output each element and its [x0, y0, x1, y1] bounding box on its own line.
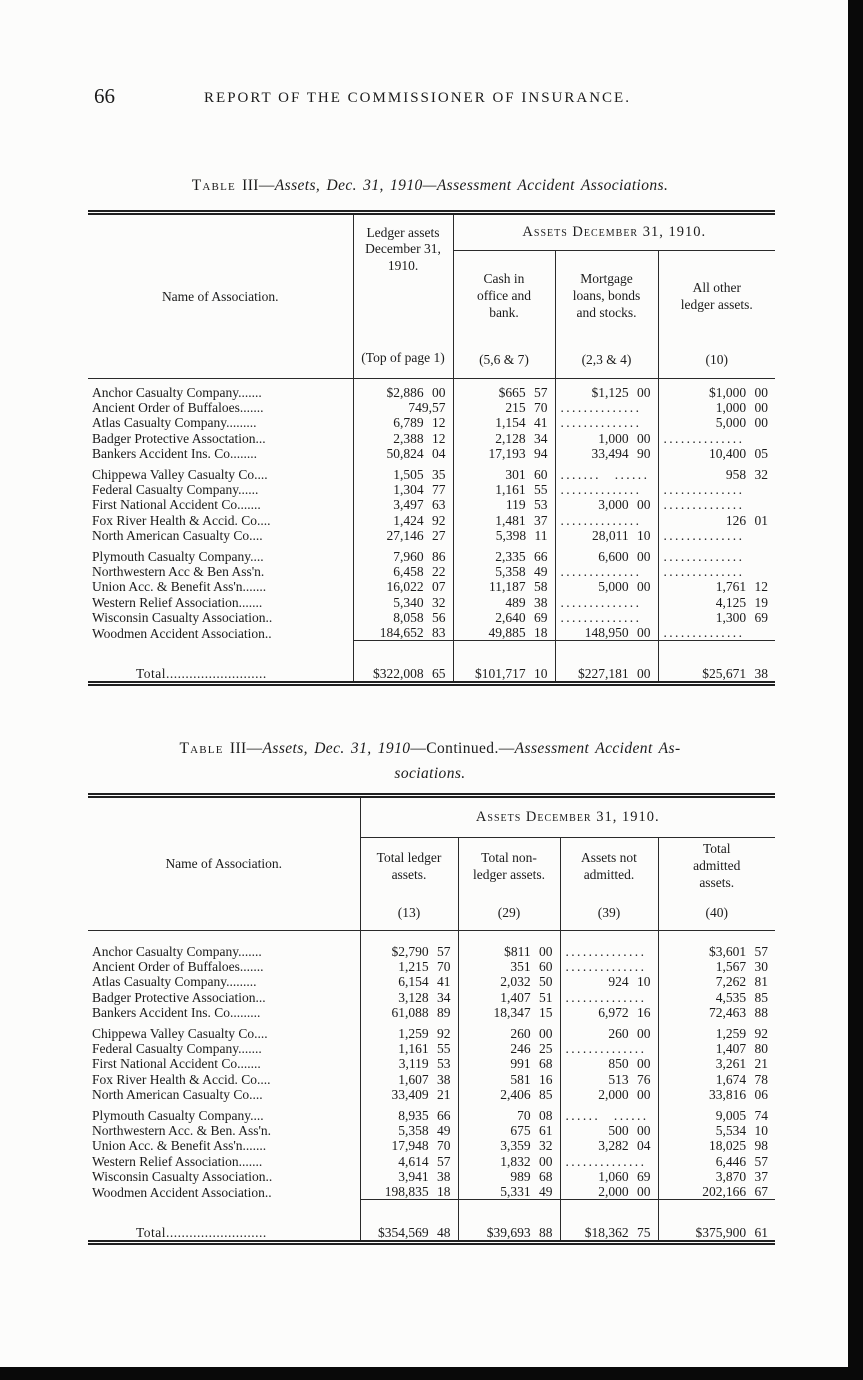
table-row: [88, 415, 775, 430]
table2-title-word: Table: [179, 740, 224, 757]
table2-title: [70, 737, 790, 787]
amount-cell: 2,406 85: [458, 1087, 560, 1102]
table1-title: [70, 177, 790, 195]
table-row: [88, 528, 775, 543]
column-ref-cash: (5,6 & 7): [453, 343, 555, 379]
amount-cell: 301 60: [453, 461, 555, 482]
amount-cell: 50,824 04: [353, 446, 453, 461]
amount-cell: ..............: [560, 931, 658, 960]
amount-cell: 6,789 12: [353, 415, 453, 430]
amount-cell: 2,000 00: [560, 1087, 658, 1102]
assets-table-2-continued: [88, 793, 775, 1245]
amount-cell: 1,304 77: [353, 482, 453, 497]
amount-cell: 198,835 18: [360, 1184, 458, 1200]
amount-cell: 16,022 07: [353, 579, 453, 594]
amount-cell: 1,060 69: [560, 1169, 658, 1184]
column-ref-mortgage: (2,3 & 4): [555, 343, 658, 379]
association-name: First National Accident Co.......: [92, 497, 261, 513]
total-cash: $101,717 10: [453, 641, 555, 684]
amount-cell: 215 70: [453, 400, 555, 415]
amount-cell: 5,340 32: [353, 595, 453, 610]
amount-cell: 1,567 30: [658, 959, 775, 974]
amount-cell: 119 53: [453, 497, 555, 512]
table2-title-italic1: Assets, Dec. 31, 1910: [262, 740, 411, 757]
association-name: Woodmen Accident Association..: [92, 625, 272, 641]
amount-cell: 3,359 32: [458, 1138, 560, 1153]
amount-cell: 5,358 49: [360, 1123, 458, 1138]
amount-cell: 1,674 78: [658, 1072, 775, 1087]
amount-cell: 1,481 37: [453, 513, 555, 528]
amount-cell: 1,259 92: [360, 1020, 458, 1041]
total-total-ledger: $354,569 48: [360, 1200, 458, 1243]
amount-cell: 489 38: [453, 595, 555, 610]
association-name: Atlas Casualty Company.........: [92, 974, 257, 990]
amount-cell: ..............: [555, 400, 658, 415]
amount-cell: 1,407 51: [458, 990, 560, 1005]
association-name: Fox River Health & Accid. Co....: [92, 1071, 271, 1087]
table-row: [88, 1056, 775, 1071]
amount-cell: 6,446 57: [658, 1154, 775, 1169]
amount-cell: ..............: [658, 625, 775, 641]
table-row: [88, 482, 775, 497]
ledger-header-text: Ledger assets December 31, 1910.: [365, 224, 441, 274]
association-name: Union Acc. & Benefit Ass'n.......: [92, 579, 267, 595]
amount-cell: ..............: [555, 415, 658, 430]
association-name: Bankers Accident Ins. Co........: [92, 445, 257, 461]
amount-cell: 17,193 94: [453, 446, 555, 461]
association-name: Northwestern Acc. & Ben. Ass'n.: [92, 1123, 272, 1139]
amount-cell: ..............: [560, 990, 658, 1005]
amount-cell: 6,600 00: [555, 543, 658, 564]
table-row: [88, 1041, 775, 1056]
table-row: [88, 431, 775, 446]
amount-cell: $1,000 00: [658, 379, 775, 401]
association-name: Wisconsin Casualty Association..: [92, 1168, 273, 1184]
amount-cell: 33,816 06: [658, 1087, 775, 1102]
running-header: REPORT OF THE COMMISSIONER OF INSURANCE.: [204, 90, 631, 106]
amount-cell: 2,640 69: [453, 610, 555, 625]
amount-cell: 7,960 86: [353, 543, 453, 564]
association-name: Badger Protective Association...: [92, 989, 266, 1005]
amount-cell: ..............: [658, 528, 775, 543]
association-name: First National Accident Co.......: [92, 1056, 261, 1072]
table-row: [88, 1154, 775, 1169]
amount-cell: 28,011 10: [555, 528, 658, 543]
column-header-total-non-ledger: Total non-ledger assets.: [458, 838, 560, 896]
amount-cell: ..............: [555, 482, 658, 497]
total-label: Total..........................: [136, 1225, 267, 1241]
column-ref-total-ledger: (13): [360, 896, 458, 931]
column-header-name: Name of Association.: [88, 796, 360, 931]
amount-cell: 3,870 37: [658, 1169, 775, 1184]
total-mortgage: $227,181 00: [555, 641, 658, 684]
association-name: Ancient Order of Buffaloes.......: [92, 959, 264, 975]
amount-cell: $3,601 57: [658, 931, 775, 960]
amount-cell: 2,388 12: [353, 431, 453, 446]
column-header-mortgage: Mortgage loans, bonds and stocks.: [555, 251, 658, 343]
column-ref-other-ledger: (10): [658, 343, 775, 379]
table1-title-number: III—: [235, 177, 275, 194]
amount-cell: 2,032 50: [458, 974, 560, 989]
table-row: [88, 579, 775, 594]
amount-cell: 6,154 41: [360, 974, 458, 989]
amount-cell: 2,128 34: [453, 431, 555, 446]
table-row: [88, 400, 775, 415]
table-row: [88, 931, 775, 960]
amount-cell: 11,187 58: [453, 579, 555, 594]
table-row: [88, 1138, 775, 1153]
column-header-other-ledger: All other ledger assets.: [658, 251, 775, 343]
amount-cell: 17,948 70: [360, 1138, 458, 1153]
amount-cell: 61,088 89: [360, 1005, 458, 1020]
column-header-ledger-assets: [353, 213, 453, 379]
group-header-assets: Assets December 31, 1910.: [360, 796, 775, 838]
association-name: Ancient Order of Buffaloes.......: [92, 400, 264, 416]
amount-cell: 1,761 12: [658, 579, 775, 594]
table-row: [88, 974, 775, 989]
amount-cell: 1,259 92: [658, 1020, 775, 1041]
amount-cell: ..............: [658, 431, 775, 446]
amount-cell: 958 32: [658, 461, 775, 482]
table-row: [88, 461, 775, 482]
association-name: Plymouth Casualty Company....: [92, 549, 264, 565]
total-row: [88, 641, 775, 684]
amount-cell: $2,790 57: [360, 931, 458, 960]
amount-cell: 10,400 05: [658, 446, 775, 461]
amount-cell: 8,058 56: [353, 610, 453, 625]
total-ledger-assets: $322,008 65: [353, 641, 453, 684]
amount-cell: $1,125 00: [555, 379, 658, 401]
amount-cell: 1,832 00: [458, 1154, 560, 1169]
amount-cell: $811 00: [458, 931, 560, 960]
amount-cell: 3,282 04: [560, 1138, 658, 1153]
table-row: [88, 610, 775, 625]
amount-cell: 5,000 00: [658, 415, 775, 430]
amount-cell: ..............: [555, 513, 658, 528]
amount-cell: 33,494 90: [555, 446, 658, 461]
total-row: [88, 1200, 775, 1243]
scan-border-right: [848, 0, 863, 1380]
amount-cell: 27,146 27: [353, 528, 453, 543]
amount-cell: ..............: [658, 482, 775, 497]
amount-cell: 1,607 38: [360, 1072, 458, 1087]
amount-cell: $665 57: [453, 379, 555, 401]
total-admitted: $375,900 61: [658, 1200, 775, 1243]
table-row: [88, 513, 775, 528]
amount-cell: ...... ......: [560, 1102, 658, 1123]
table-row: [88, 564, 775, 579]
amount-cell: 33,409 21: [360, 1087, 458, 1102]
table-row: [88, 497, 775, 512]
table-row: [88, 1005, 775, 1020]
amount-cell: 202,166 67: [658, 1184, 775, 1200]
amount-cell: 1,161 55: [453, 482, 555, 497]
table-row: [88, 1020, 775, 1041]
amount-cell: 7,262 81: [658, 974, 775, 989]
column-header-total-admitted: Total admitted assets.: [658, 838, 775, 896]
amount-cell: 1,300 69: [658, 610, 775, 625]
table-row: [88, 1087, 775, 1102]
association-name: Plymouth Casualty Company....: [92, 1108, 264, 1124]
association-name: Anchor Casualty Company.......: [92, 944, 262, 959]
association-name: Chippewa Valley Casualty Co....: [92, 467, 268, 483]
table-row: [88, 625, 775, 641]
amount-cell: 513 76: [560, 1072, 658, 1087]
association-name: Badger Protective Assoctation...: [92, 430, 266, 446]
amount-cell: 2,000 00: [560, 1184, 658, 1200]
amount-cell: 850 00: [560, 1056, 658, 1071]
amount-cell: 1,161 55: [360, 1041, 458, 1056]
table-row: [88, 543, 775, 564]
table-row: [88, 959, 775, 974]
page-number: 66: [94, 84, 115, 108]
total-non-ledger: $39,693 88: [458, 1200, 560, 1243]
association-name: Atlas Casualty Company.........: [92, 415, 257, 431]
table-row: [88, 990, 775, 1005]
amount-cell: ..............: [658, 543, 775, 564]
table-row: [88, 1184, 775, 1200]
column-ref-total-admitted: (40): [658, 896, 775, 931]
amount-cell: ..............: [555, 610, 658, 625]
association-name: Union Acc. & Benefit Ass'n.......: [92, 1138, 267, 1154]
amount-cell: 3,941 38: [360, 1169, 458, 1184]
column-ref-assets-not-admitted: (39): [560, 896, 658, 931]
association-name: Northwestern Acc & Ben Ass'n.: [92, 564, 265, 580]
amount-cell: 675 61: [458, 1123, 560, 1138]
amount-cell: 18,347 15: [458, 1005, 560, 1020]
amount-cell: 4,535 85: [658, 990, 775, 1005]
amount-cell: 5,534 10: [658, 1123, 775, 1138]
amount-cell: 5,331 49: [458, 1184, 560, 1200]
amount-cell: 1,505 35: [353, 461, 453, 482]
table-row: [88, 1102, 775, 1123]
association-name: Anchor Casualty Company.......: [92, 385, 262, 400]
amount-cell: 1,154 41: [453, 415, 555, 430]
amount-cell: ..............: [560, 1041, 658, 1056]
column-ref-total-non-ledger: (29): [458, 896, 560, 931]
amount-cell: 148,950 00: [555, 625, 658, 641]
association-name: Western Relief Association.......: [92, 594, 263, 610]
amount-cell: 989 68: [458, 1169, 560, 1184]
total-label: Total..........................: [136, 666, 267, 682]
table2-title-continued: —Continued.—: [410, 740, 515, 757]
association-name: Wisconsin Casualty Association..: [92, 609, 273, 625]
association-name: Chippewa Valley Casualty Co....: [92, 1026, 268, 1042]
amount-cell: 351 60: [458, 959, 560, 974]
amount-cell: 1,424 92: [353, 513, 453, 528]
table1-title-italic: Assets, Dec. 31, 1910—Assessment Accident Associations.: [274, 177, 669, 194]
amount-cell: 500 00: [560, 1123, 658, 1138]
amount-cell: 924 10: [560, 974, 658, 989]
amount-cell: $2,886 00: [353, 379, 453, 401]
amount-cell: 1,000 00: [658, 400, 775, 415]
amount-cell: 260 00: [560, 1020, 658, 1041]
amount-cell: 2,335 66: [453, 543, 555, 564]
table2-title-number: III—: [223, 740, 263, 757]
amount-cell: 991 68: [458, 1056, 560, 1071]
amount-cell: 5,358 49: [453, 564, 555, 579]
association-name: North American Casualty Co....: [92, 527, 263, 543]
amount-cell: 4,614 57: [360, 1154, 458, 1169]
table-row: [88, 595, 775, 610]
association-name: North American Casualty Co....: [92, 1086, 263, 1102]
amount-cell: 70 08: [458, 1102, 560, 1123]
amount-cell: ..............: [560, 959, 658, 974]
association-name: Fox River Health & Accid. Co....: [92, 512, 271, 528]
association-name: Federal Casualty Company.......: [92, 1041, 262, 1057]
amount-cell: 6,972 16: [560, 1005, 658, 1020]
table2-title-line2: sociations.: [394, 764, 466, 782]
column-header-cash: Cash in office and bank.: [453, 251, 555, 343]
amount-cell: 260 00: [458, 1020, 560, 1041]
total-other-ledger: $25,671 38: [658, 641, 775, 684]
amount-cell: 1,407 80: [658, 1041, 775, 1056]
amount-cell: 749,57: [353, 400, 453, 415]
table1-title-word: Table: [191, 177, 236, 194]
amount-cell: 3,128 34: [360, 990, 458, 1005]
association-name: Bankers Accident Ins. Co.........: [92, 1004, 261, 1020]
table-row: [88, 1123, 775, 1138]
amount-cell: ..............: [555, 595, 658, 610]
amount-cell: 4,125 19: [658, 595, 775, 610]
amount-cell: ..............: [555, 564, 658, 579]
table-row: [88, 1072, 775, 1087]
amount-cell: 72,463 88: [658, 1005, 775, 1020]
amount-cell: 1,215 70: [360, 959, 458, 974]
association-name: Western Relief Association.......: [92, 1153, 263, 1169]
amount-cell: ..............: [560, 1154, 658, 1169]
column-header-assets-not-admitted: Assets not admitted.: [560, 838, 658, 896]
amount-cell: 3,261 21: [658, 1056, 775, 1071]
amount-cell: ....... ......: [555, 461, 658, 482]
amount-cell: 1,000 00: [555, 431, 658, 446]
group-header-assets: Assets December 31, 1910.: [453, 213, 775, 251]
table-row: [88, 379, 775, 401]
amount-cell: 6,458 22: [353, 564, 453, 579]
association-name: Woodmen Accident Association..: [92, 1184, 272, 1200]
amount-cell: 184,652 83: [353, 625, 453, 641]
amount-cell: 3,000 00: [555, 497, 658, 512]
amount-cell: 3,497 63: [353, 497, 453, 512]
amount-cell: 581 16: [458, 1072, 560, 1087]
scan-border-bottom: [0, 1367, 863, 1380]
table-row: [88, 446, 775, 461]
amount-cell: 5,398 11: [453, 528, 555, 543]
column-header-name: Name of Association.: [88, 213, 353, 379]
amount-cell: ..............: [658, 564, 775, 579]
amount-cell: 3,119 53: [360, 1056, 458, 1071]
association-name: Federal Casualty Company......: [92, 482, 259, 498]
column-header-total-ledger: Total ledger assets.: [360, 838, 458, 896]
table2-title-italic2: Assessment Accident As-: [514, 740, 681, 757]
total-not-admitted: $18,362 75: [560, 1200, 658, 1243]
amount-cell: 8,935 66: [360, 1102, 458, 1123]
amount-cell: 49,885 18: [453, 625, 555, 641]
amount-cell: 5,000 00: [555, 579, 658, 594]
amount-cell: ..............: [658, 497, 775, 512]
assets-table-1: [88, 210, 775, 686]
ledger-header-note: (Top of page 1): [361, 350, 445, 366]
amount-cell: 9,005 74: [658, 1102, 775, 1123]
amount-cell: 18,025 98: [658, 1138, 775, 1153]
table-row: [88, 1169, 775, 1184]
amount-cell: 246 25: [458, 1041, 560, 1056]
amount-cell: 126 01: [658, 513, 775, 528]
